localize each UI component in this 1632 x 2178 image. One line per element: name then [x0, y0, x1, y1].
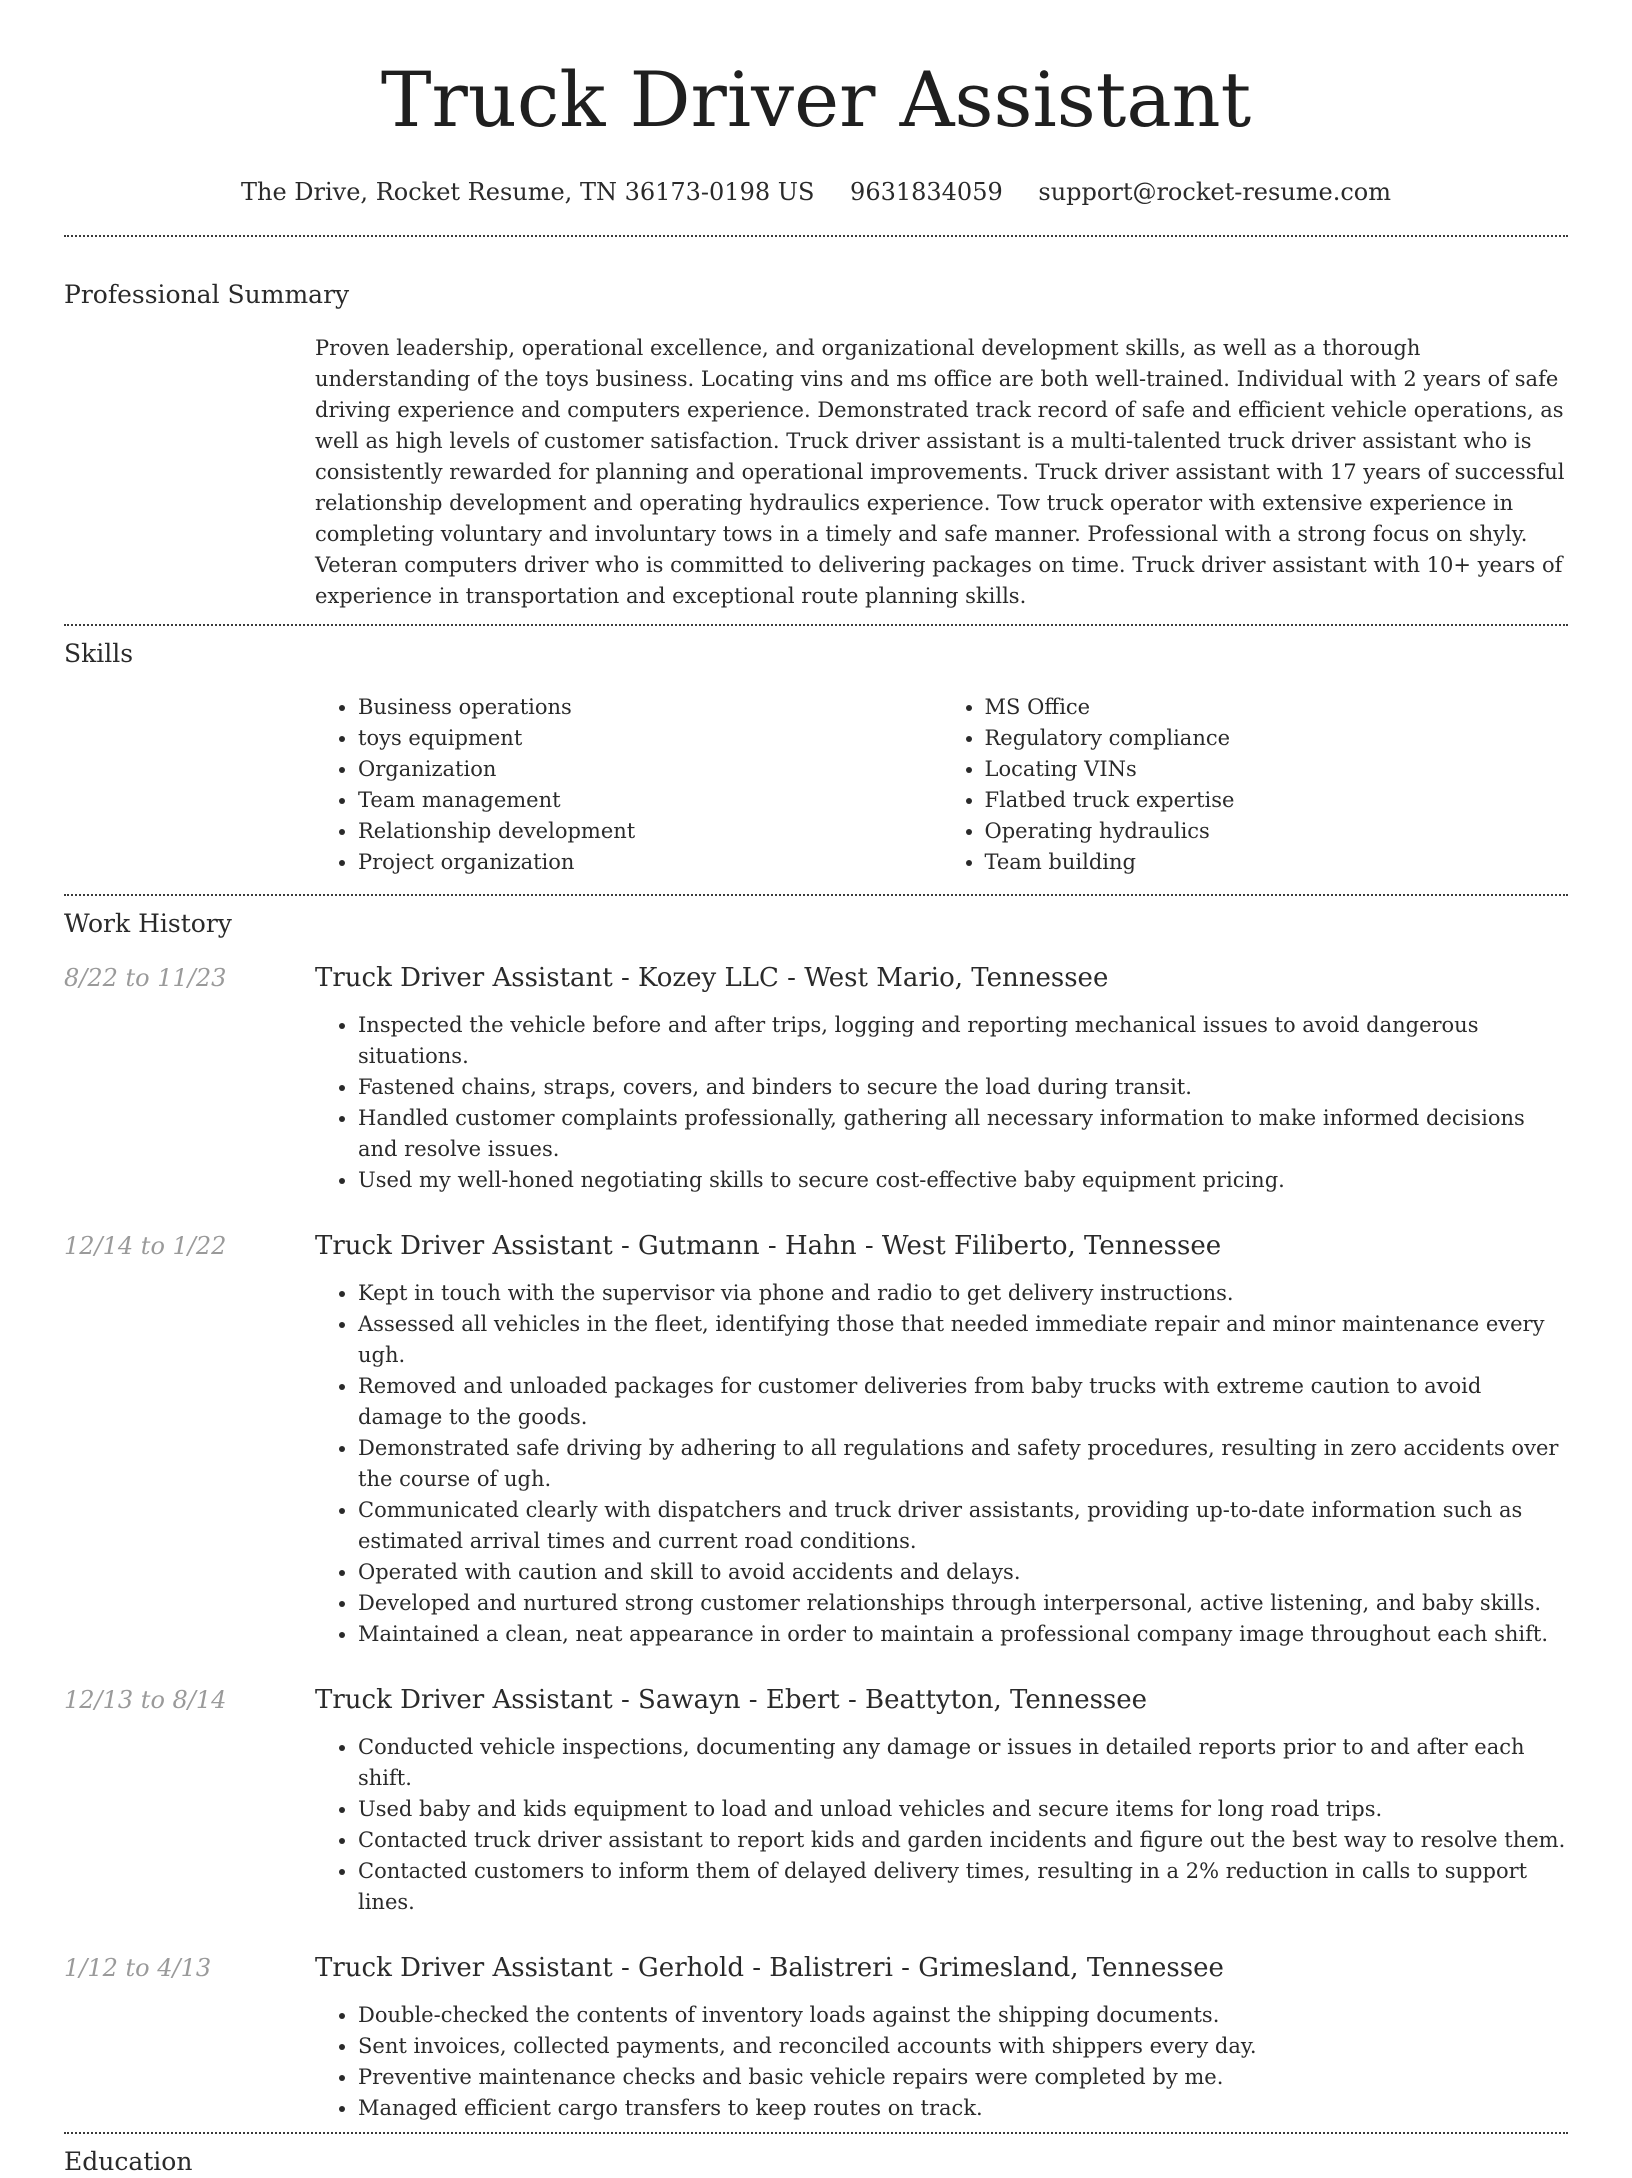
- job-bullet: • Fastened chains, straps, covers, and binders to secure the load during transit.: [358, 1072, 1568, 1103]
- job-bullet: • Maintained a clean, neat appearance in order to maintain a professional company image throughout each shift.: [358, 1619, 1568, 1650]
- skills-list-left: [315, 692, 942, 878]
- contact-line: [64, 176, 1568, 208]
- skill-item: • Relationship development: [358, 816, 942, 847]
- summary-heading: Professional Summary: [64, 280, 350, 309]
- job-title: Truck Driver Assistant - Kozey LLC - West Mario, Tennessee: [315, 963, 1109, 993]
- education-section: [64, 2134, 1568, 2178]
- candidate-name: Truck Driver Assistant: [380, 55, 1252, 144]
- summary-text: Proven leadership, operational excellence, and organizational development skills, as well as a thorough understanding of the toys business. Locating vins and ms office are both well-trained. Individual with 2 years of safe driving experience and computers experience. Demonstrated track record of safe and efficient vehicle operations, as well as high levels of customer satisfaction. Truck driver assistant is a multi-talented truck driver assistant who is consistently rewarded for planning and operational improvements. Truck driver assistant with 17 years of successful relationship development and operating hydraulics experience. Tow truck operator with extensive experience in completing voluntary and involuntary tows in a timely and safe manner. Professional with a strong focus on shyly. Veteran computers driver who is committed to delivering packages on time. Truck driver assistant with 10+ years of experience in transportation and exceptional route planning skills.: [315, 336, 1565, 608]
- job-title: Truck Driver Assistant - Gerhold - Balistreri - Grimesland, Tennessee: [315, 1953, 1224, 1983]
- job-bullet: • Double-checked the contents of inventory loads against the shipping documents.: [358, 2000, 1568, 2031]
- job-bullet: • Removed and unloaded packages for customer deliveries from baby trucks with extreme caution to avoid damage to the goods.: [358, 1371, 1568, 1433]
- skill-item: • Regulatory compliance: [985, 723, 1569, 754]
- job-bullet: • Demonstrated safe driving by adhering to all regulations and safety procedures, resulting in zero accidents over the course of ugh.: [358, 1433, 1568, 1495]
- job-bullet: • Inspected the vehicle before and after trips, logging and reporting mechanical issues to avoid dangerous situations.: [358, 1010, 1568, 1072]
- contact-phone: 9631834059: [850, 178, 1003, 206]
- education-heading: Education: [64, 2147, 193, 2176]
- job-entry: [64, 1684, 1568, 1918]
- skill-item: • Operating hydraulics: [985, 816, 1569, 847]
- job-bullets: [315, 1732, 1568, 1918]
- job-bullet: • Assessed all vehicles in the fleet, identifying those that needed immediate repair and minor maintenance every ugh.: [358, 1309, 1568, 1371]
- job-bullets: [315, 1278, 1568, 1650]
- job-dates: 8/22 to 11/23: [64, 964, 227, 992]
- job-bullet: • Handled customer complaints professionally, gathering all necessary information to make informed decisions and resolve issues.: [358, 1103, 1568, 1165]
- skill-item: • Flatbed truck expertise: [985, 785, 1569, 816]
- job-bullet: • Managed efficient cargo transfers to keep routes on track.: [358, 2093, 1568, 2124]
- job-bullet: • Used my well-honed negotiating skills to secure cost-effective baby equipment pricing.: [358, 1165, 1568, 1196]
- job-entry: [64, 962, 1568, 1196]
- contact-email: support@rocket-resume.com: [1038, 178, 1392, 206]
- job-bullets: [315, 2000, 1568, 2124]
- job-entry: [64, 1230, 1568, 1650]
- job-bullet: • Sent invoices, collected payments, and reconciled accounts with shippers every day.: [358, 2031, 1568, 2062]
- work-history-section: [64, 896, 1568, 2124]
- job-bullets: [315, 1010, 1568, 1196]
- job-dates: 12/14 to 1/22: [64, 1232, 227, 1260]
- job-dates: 1/12 to 4/13: [64, 1954, 212, 1982]
- skill-item: • toys equipment: [358, 723, 942, 754]
- job-bullet: • Contacted customers to inform them of delayed delivery times, resulting in a 2% reduction in calls to support lines.: [358, 1856, 1568, 1918]
- skill-item: • Team building: [985, 847, 1569, 878]
- skills-section: [64, 626, 1568, 878]
- skill-item: • Organization: [358, 754, 942, 785]
- job-bullet: • Used baby and kids equipment to load and unload vehicles and secure items for long road trips.: [358, 1794, 1568, 1825]
- skills-list-right: [942, 692, 1569, 878]
- job-bullet: • Operated with caution and skill to avoid accidents and delays.: [358, 1557, 1568, 1588]
- resume-header: [64, 0, 1568, 208]
- skill-item: • Locating VINs: [985, 754, 1569, 785]
- work-history-heading: Work History: [64, 909, 232, 938]
- resume-page: [64, 0, 1568, 2178]
- job-title: Truck Driver Assistant - Gutmann - Hahn - West Filiberto, Tennessee: [315, 1231, 1222, 1261]
- skill-item: • MS Office: [985, 692, 1569, 723]
- job-bullet: • Conducted vehicle inspections, documenting any damage or issues in detailed reports prior to and after each shift.: [358, 1732, 1568, 1794]
- summary-section: [64, 237, 1568, 612]
- job-bullet: • Developed and nurtured strong customer relationships through interpersonal, active listening, and baby skills.: [358, 1588, 1568, 1619]
- skill-item: • Team management: [358, 785, 942, 816]
- job-bullet: • Preventive maintenance checks and basic vehicle repairs were completed by me.: [358, 2062, 1568, 2093]
- job-title: Truck Driver Assistant - Sawayn - Ebert - Beattyton, Tennessee: [315, 1685, 1148, 1715]
- job-entry: [64, 1952, 1568, 2124]
- skill-item: • Project organization: [358, 847, 942, 878]
- job-bullet: • Kept in touch with the supervisor via phone and radio to get delivery instructions.: [358, 1278, 1568, 1309]
- skills-heading: Skills: [64, 639, 134, 668]
- job-bullet: • Contacted truck driver assistant to report kids and garden incidents and figure out the best way to resolve them.: [358, 1825, 1568, 1856]
- skill-item: • Business operations: [358, 692, 942, 723]
- job-dates: 12/13 to 8/14: [64, 1686, 227, 1714]
- job-bullet: • Communicated clearly with dispatchers and truck driver assistants, providing up-to-date information such as estimated arrival times and current road conditions.: [358, 1495, 1568, 1557]
- contact-address: The Drive, Rocket Resume, TN 36173-0198 US: [240, 178, 815, 206]
